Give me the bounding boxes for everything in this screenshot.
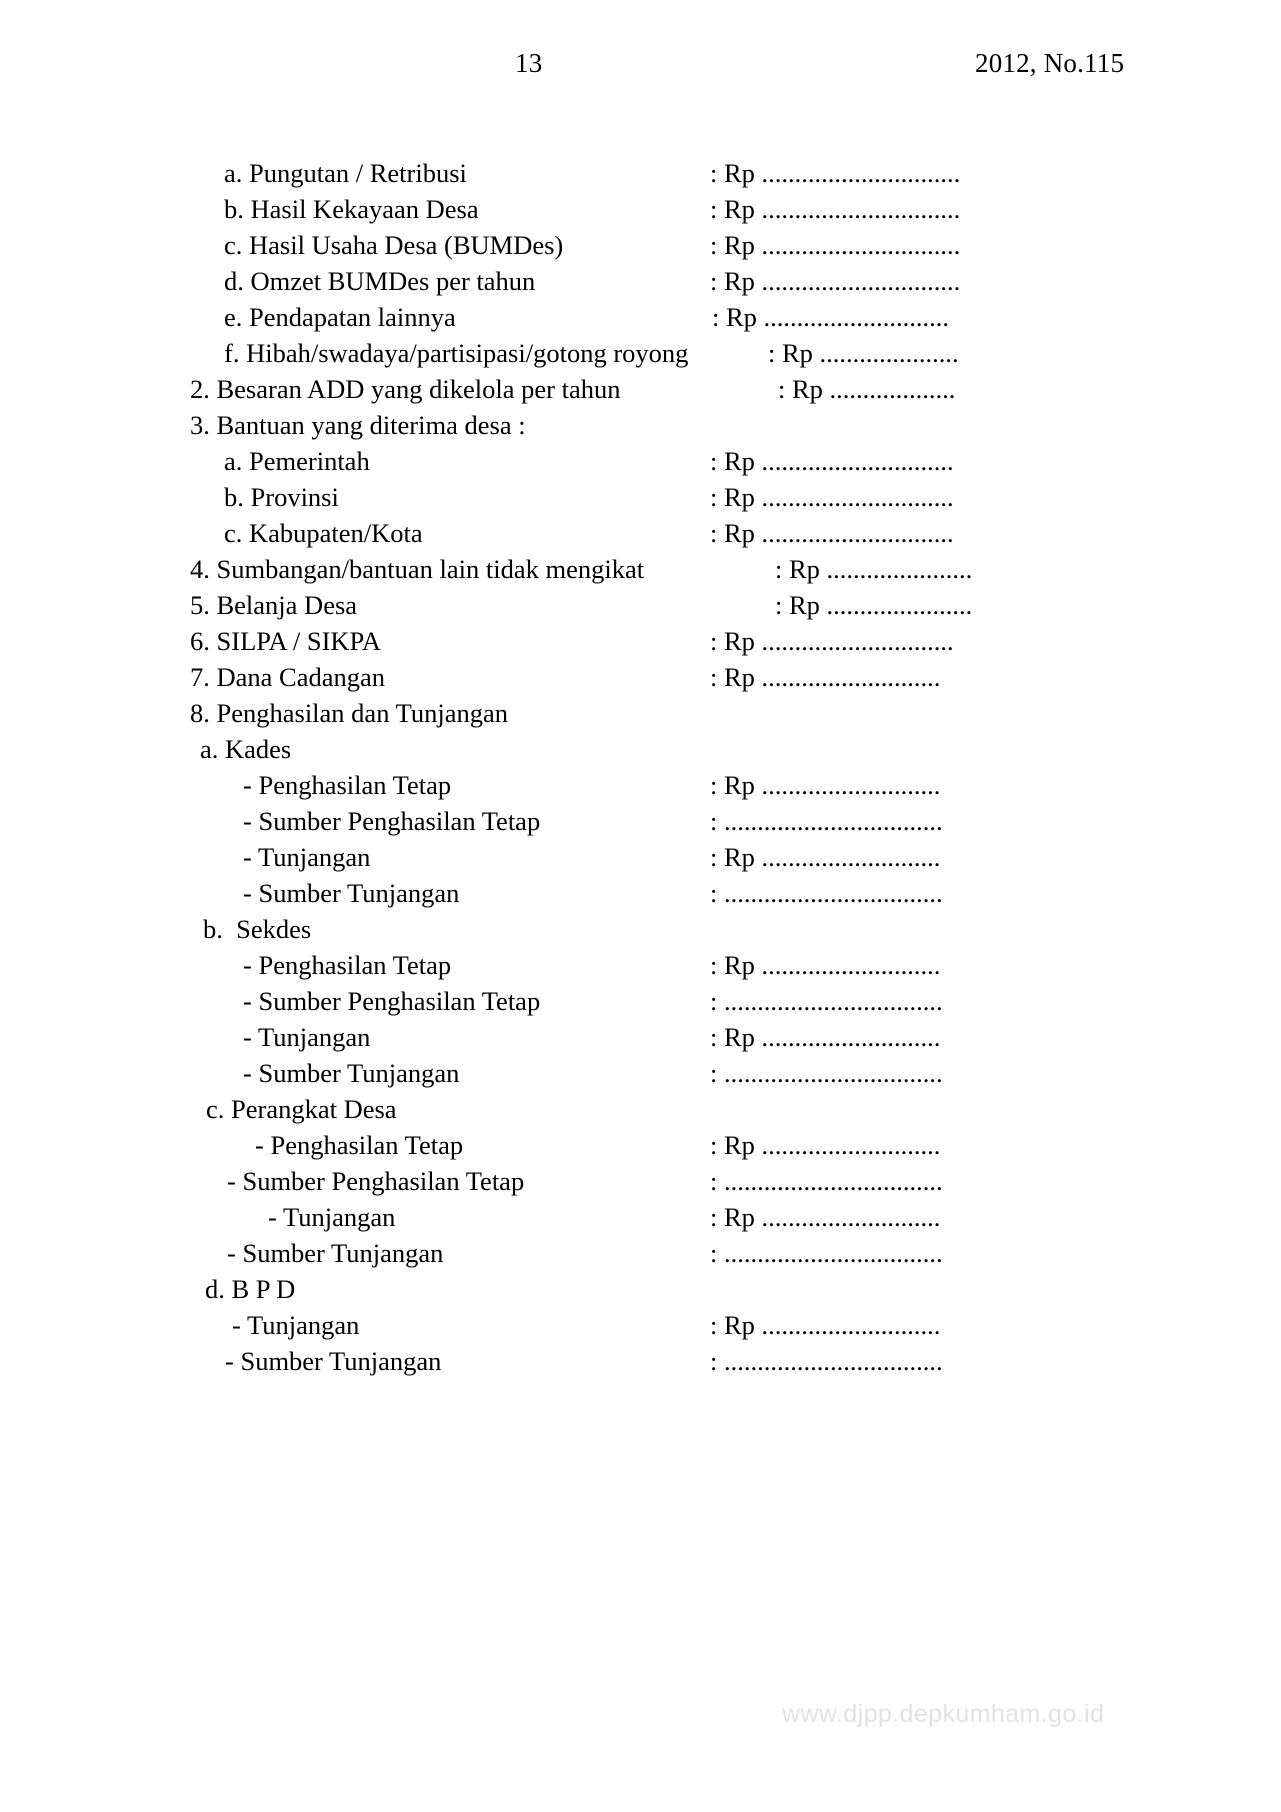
field-label: - Sumber Tunjangan	[243, 1058, 460, 1088]
form-field-row	[0, 299, 1281, 335]
form-field-row	[0, 731, 1281, 767]
field-value-blank[interactable]: : Rp ...........................	[710, 950, 941, 980]
form-field-row	[0, 1199, 1281, 1235]
form-field-row	[0, 1163, 1281, 1199]
field-label: - Tunjangan	[268, 1202, 396, 1232]
field-label: - Sumber Penghasilan Tetap	[243, 806, 541, 836]
field-label: 3. Bantuan yang diterima desa :	[190, 410, 526, 440]
field-value-blank[interactable]: : Rp .....................	[768, 338, 959, 368]
field-value-blank[interactable]: : .................................	[710, 1166, 943, 1196]
field-label: - Sumber Tunjangan	[227, 1238, 444, 1268]
form-field-row	[0, 551, 1281, 587]
field-value-blank[interactable]: : .................................	[710, 1346, 943, 1376]
field-label: - Penghasilan Tetap	[243, 770, 452, 800]
field-label: - Sumber Tunjangan	[225, 1346, 442, 1376]
field-label: a. Pungutan / Retribusi	[224, 158, 467, 188]
field-value-blank[interactable]: : Rp ...........................	[710, 1130, 941, 1160]
form-field-row	[0, 803, 1281, 839]
field-value-blank[interactable]: : Rp .............................	[710, 482, 954, 512]
page-number: 13	[515, 48, 543, 78]
form-field-row	[0, 767, 1281, 803]
form-field-row	[0, 1307, 1281, 1343]
field-value-blank[interactable]: : .................................	[710, 986, 943, 1016]
field-label: d. Omzet BUMDes per tahun	[224, 266, 536, 296]
field-label: - Penghasilan Tetap	[243, 950, 452, 980]
form-field-list	[0, 155, 1281, 1379]
field-label: 4. Sumbangan/bantuan lain tidak mengikat	[190, 554, 645, 584]
field-label: - Sumber Penghasilan Tetap	[227, 1166, 525, 1196]
page-header	[0, 48, 1281, 88]
form-field-row	[0, 839, 1281, 875]
form-field-row	[0, 191, 1281, 227]
field-value-blank[interactable]: : .................................	[710, 1238, 943, 1268]
form-field-row	[0, 659, 1281, 695]
form-field-row	[0, 1271, 1281, 1307]
field-label: b. Sekdes	[203, 914, 312, 944]
field-value-blank[interactable]: : Rp ..............................	[710, 158, 961, 188]
form-field-row	[0, 911, 1281, 947]
form-field-row	[0, 1127, 1281, 1163]
field-label: c. Perangkat Desa	[206, 1094, 397, 1124]
form-field-row	[0, 263, 1281, 299]
field-label: - Sumber Tunjangan	[243, 878, 460, 908]
field-label: - Tunjangan	[232, 1310, 360, 1340]
field-label: d. B P D	[205, 1274, 296, 1304]
form-field-row	[0, 335, 1281, 371]
form-field-row	[0, 371, 1281, 407]
field-label: e. Pendapatan lainnya	[224, 302, 456, 332]
field-label: b. Hasil Kekayaan Desa	[224, 194, 479, 224]
form-field-row	[0, 479, 1281, 515]
field-value-blank[interactable]: : Rp ......................	[775, 590, 973, 620]
field-value-blank[interactable]: : Rp .............................	[710, 626, 954, 656]
field-value-blank[interactable]: : Rp ............................	[712, 302, 950, 332]
field-label: 5. Belanja Desa	[190, 590, 358, 620]
field-value-blank[interactable]: : Rp ...........................	[710, 1202, 941, 1232]
form-field-row	[0, 443, 1281, 479]
form-field-row	[0, 983, 1281, 1019]
form-field-row	[0, 227, 1281, 263]
field-value-blank[interactable]: : Rp .............................	[710, 446, 954, 476]
form-field-row	[0, 947, 1281, 983]
footer-watermark: www.djpp.depkumham.go.id	[782, 1700, 1105, 1728]
field-label: a. Pemerintah	[224, 446, 370, 476]
document-reference: 2012, No.115	[975, 48, 1125, 78]
field-value-blank[interactable]: : .................................	[710, 1058, 943, 1088]
field-value-blank[interactable]: : .................................	[710, 806, 943, 836]
form-field-row	[0, 875, 1281, 911]
form-field-row	[0, 1235, 1281, 1271]
field-value-blank[interactable]: : Rp ...........................	[710, 662, 941, 692]
form-field-row	[0, 623, 1281, 659]
field-label: 2. Besaran ADD yang dikelola per tahun	[190, 374, 621, 404]
field-label: a. Kades	[200, 734, 292, 764]
field-label: 6. SILPA / SIKPA	[190, 626, 381, 656]
field-label: - Tunjangan	[243, 1022, 371, 1052]
field-value-blank[interactable]: : Rp ..............................	[710, 194, 961, 224]
field-value-blank[interactable]: : Rp ..............................	[710, 230, 961, 260]
field-label: 7. Dana Cadangan	[190, 662, 385, 692]
field-value-blank[interactable]: : Rp ...........................	[710, 842, 941, 872]
form-field-row	[0, 1019, 1281, 1055]
field-value-blank[interactable]: : Rp ..............................	[710, 266, 961, 296]
form-field-row	[0, 1343, 1281, 1379]
field-label: 8. Penghasilan dan Tunjangan	[190, 698, 508, 728]
form-field-row	[0, 515, 1281, 551]
field-label: - Tunjangan	[243, 842, 371, 872]
field-label: - Sumber Penghasilan Tetap	[243, 986, 541, 1016]
field-label: f. Hibah/swadaya/partisipasi/gotong royong	[224, 338, 689, 368]
form-field-row	[0, 695, 1281, 731]
field-value-blank[interactable]: : Rp ...........................	[710, 1310, 941, 1340]
form-field-row	[0, 587, 1281, 623]
field-value-blank[interactable]: : Rp ...........................	[710, 770, 941, 800]
field-value-blank[interactable]: : Rp ...........................	[710, 1022, 941, 1052]
field-label: b. Provinsi	[224, 482, 339, 512]
field-value-blank[interactable]: : Rp ......................	[775, 554, 973, 584]
field-label: - Penghasilan Tetap	[255, 1130, 464, 1160]
field-value-blank[interactable]: : .................................	[710, 878, 943, 908]
form-field-row	[0, 1055, 1281, 1091]
form-field-row	[0, 1091, 1281, 1127]
field-label: c. Kabupaten/Kota	[224, 518, 423, 548]
field-value-blank[interactable]: : Rp ...................	[778, 374, 956, 404]
field-label: c. Hasil Usaha Desa (BUMDes)	[224, 230, 564, 260]
form-field-row	[0, 155, 1281, 191]
form-field-row	[0, 407, 1281, 443]
field-value-blank[interactable]: : Rp .............................	[710, 518, 954, 548]
